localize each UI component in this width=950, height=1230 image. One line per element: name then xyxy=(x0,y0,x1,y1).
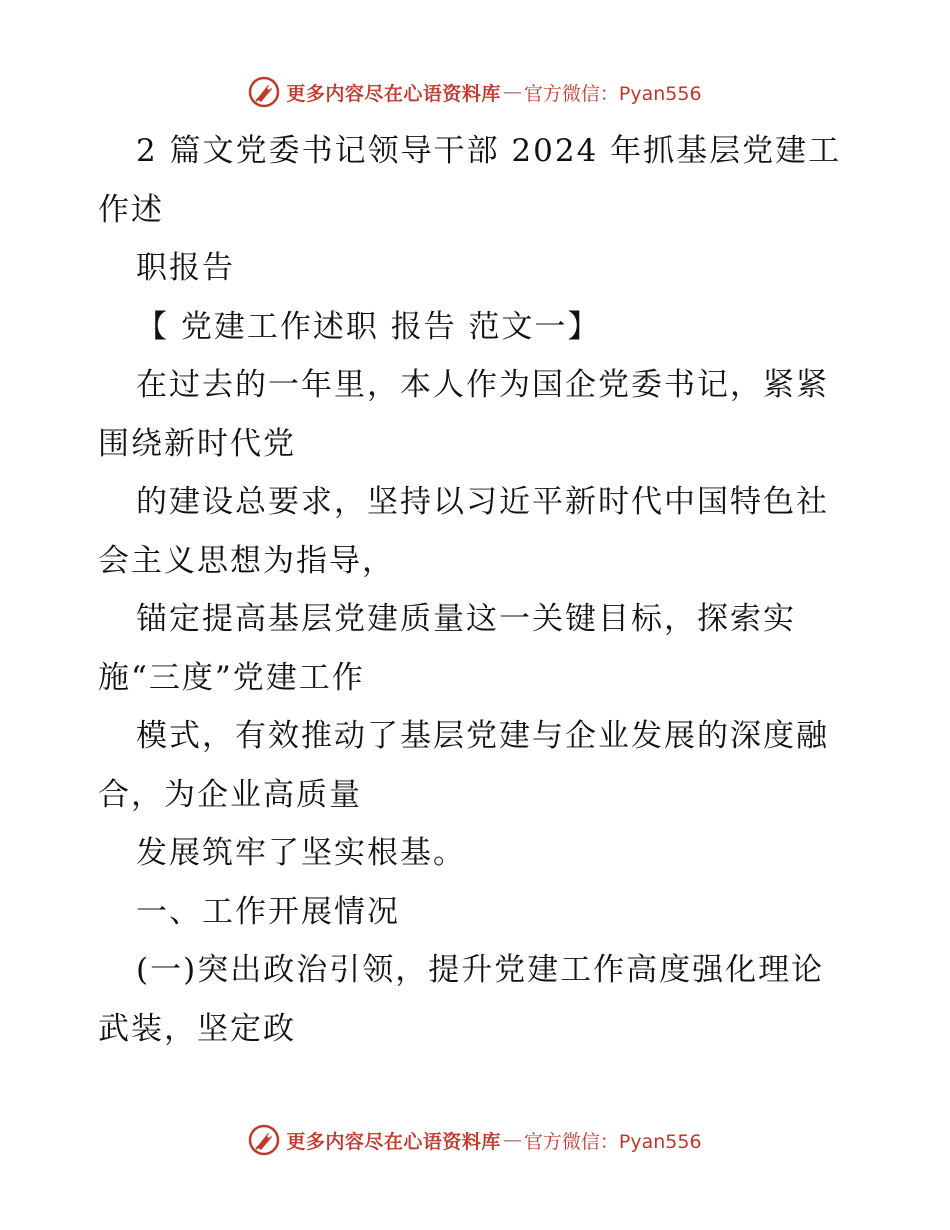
banner-wechat-text: 官方微信：Pyan556 xyxy=(523,1130,702,1153)
pen-nib-logo-icon xyxy=(248,1124,280,1156)
title-line-2: 作述 xyxy=(98,191,164,228)
pen-nib-logo-icon xyxy=(248,76,280,108)
paragraph-line: 锚定提高基层党建质量这一关键目标，探索实 xyxy=(136,601,796,637)
title-line-1: 2 篇文党委书记领导干部 2024 年抓基层党建工 xyxy=(136,133,842,169)
section-heading: 一、工作开展情况 xyxy=(136,893,400,930)
banner-separator: — xyxy=(502,1129,522,1151)
paragraph-line: 武装，坚定政 xyxy=(98,1010,296,1047)
banner-site-text: 更多内容尽在心语资料库 xyxy=(286,82,501,105)
paragraph-line: 合，为企业高质量 xyxy=(98,776,362,813)
banner-wechat-text: 官方微信：Pyan556 xyxy=(523,82,702,105)
header-banner xyxy=(0,70,950,114)
paragraph-line: (一)突出政治引领，提升党建工作高度强化理论 xyxy=(136,952,825,988)
footer-banner xyxy=(0,1118,950,1162)
paragraph-line: 发展筑牢了坚实根基。 xyxy=(136,835,466,871)
paragraph-line: 施“三度”党建工作 xyxy=(98,659,365,696)
section-label: 【 党建工作述职 报告 范文一】 xyxy=(136,308,601,345)
paragraph-line: 的建设总要求，坚持以习近平新时代中国特色社 xyxy=(136,484,829,520)
document-body xyxy=(98,122,858,1058)
paragraph-line: 在过去的一年里，本人作为国企党委书记，紧紧 xyxy=(136,367,829,403)
banner-site-text: 更多内容尽在心语资料库 xyxy=(286,1130,501,1153)
title-line-3: 职报告 xyxy=(136,250,235,286)
paragraph-line: 围绕新时代党 xyxy=(98,425,296,462)
paragraph-line: 会主义思想为指导， xyxy=(98,542,395,579)
paragraph-line: 模式，有效推动了基层党建与企业发展的深度融 xyxy=(136,718,829,754)
banner-separator: — xyxy=(502,81,522,103)
